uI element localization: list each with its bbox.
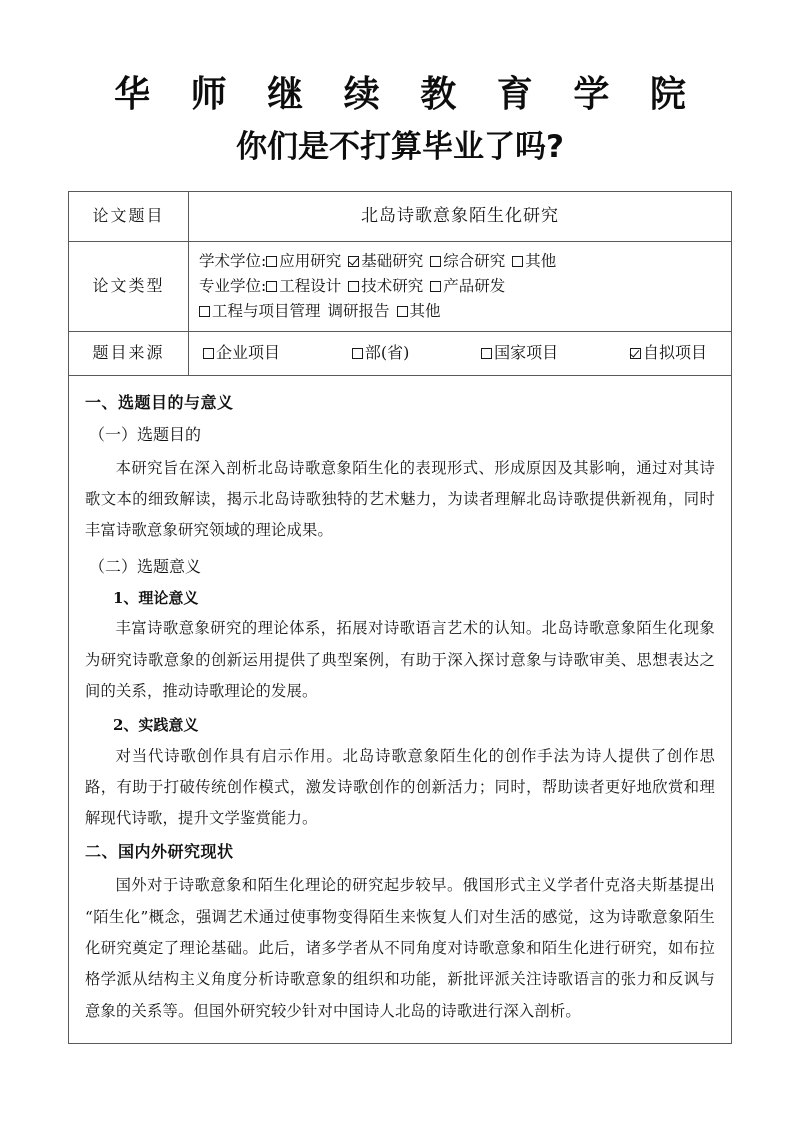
checkbox-option-label: 技术研究 [361,276,424,295]
topic-source-options[interactable] [199,339,721,368]
checkbox-option[interactable] [397,302,441,320]
checkbox-empty-icon[interactable] [481,348,492,359]
checkbox-empty-icon[interactable] [430,281,441,292]
professional-degree-prefix: 专业学位: [199,276,267,295]
page-title: 华 师 继 续 教 育 学 院 [114,73,700,115]
academic-degree-prefix: 学术学位: [199,251,267,270]
checkbox-option[interactable] [328,302,390,320]
checkbox-empty-icon[interactable] [430,256,441,267]
checkbox-option[interactable] [352,341,410,366]
checkbox-empty-icon[interactable] [199,306,210,317]
table-row-topic-source [69,331,732,375]
checkbox-option-label: 产品研发 [443,276,506,295]
checkbox-empty-icon[interactable] [348,281,359,292]
section-heading-purpose-significance: 一、选题目的与意义 [85,392,234,412]
checkbox-option-label: 综合研究 [443,251,506,270]
subsection-heading-purpose: （一）选题目的 [89,425,202,445]
checkbox-empty-icon[interactable] [512,256,523,267]
label-paper-title: 论文题目 [69,192,189,241]
checkbox-option[interactable] [266,252,341,270]
cell-paper-title-value [189,192,732,241]
checkbox-option[interactable] [481,341,558,366]
checkbox-option[interactable] [430,277,505,295]
page-subtitle: 你们是不打算毕业了吗? [236,129,564,165]
checkbox-option[interactable] [348,277,423,295]
item-heading-theoretical-significance: 1、理论意义 [113,588,199,607]
subsection-heading-significance: （二）选题意义 [89,556,202,576]
document-header [0,0,800,167]
checkbox-option-label: 工程与项目管理 [212,301,321,320]
checkbox-option-label: 工程设计 [279,276,342,295]
checkbox-option[interactable] [630,341,707,366]
extra-type-options[interactable] [199,302,441,320]
checkbox-option-label: 自拟项目 [642,342,707,362]
checkbox-option-label: 国家项目 [494,342,559,362]
professional-degree-options[interactable] [266,277,505,295]
checkbox-option-label: 其他 [525,251,557,270]
label-paper-type: 论文类型 [69,241,189,331]
table-row-paper-title [69,192,732,241]
proposal-content-box [68,376,732,1044]
table-row-paper-type [69,241,732,331]
checkbox-checked-icon[interactable] [630,348,641,359]
checkbox-option[interactable] [348,252,423,270]
form-table-wrapper [68,191,732,375]
checkbox-empty-icon[interactable] [203,348,214,359]
cell-paper-type-value [189,241,732,331]
paragraph-research-status: 国外对于诗歌意象和陌生化理论的研究起步较早。俄国形式主义学者什克洛夫斯基提出“陌生化”概念，强调艺术通过使事物变得陌生来恢复人们对生活的感觉，这为诗歌意象陌生化研究奠定了理论基础。此后，诸多学者从不同角度对诗歌意象和陌生化进行研究，如布拉格学派从结构主义角度分析诗歌意象的组织和功能，新批评派关注诗歌语言的张力和反讽与意象的关系等。但国外研究较少针对中国诗人北岛的诗歌进行深入剖析。 [85,876,715,1020]
paper-type-line-academic [199,249,721,274]
checkbox-empty-icon[interactable] [352,348,363,359]
checkbox-checked-icon[interactable] [348,256,359,267]
checkbox-option-label: 企业项目 [216,342,281,362]
checkbox-option-label: 部(省) [364,342,410,362]
cell-topic-source-value [189,331,732,375]
section-heading-research-status: 二、国内外研究现状 [85,841,234,861]
item-heading-practical-significance: 2、实践意义 [113,716,199,735]
paragraph-practical-significance: 对当代诗歌创作具有启示作用。北岛诗歌意象陌生化的创作手法为诗人提供了创作思路，有助于打破传统创作模式，激发诗歌创作的创新活力；同时，帮助读者更好地欣赏和理解现代诗歌，提升文学鉴赏能力。 [85,746,715,828]
paragraph-theoretical-significance: 丰富诗歌意象研究的理论体系，拓展对诗歌语言艺术的认知。北岛诗歌意象陌生化现象为研究诗歌意象的创新运用提供了典型案例，有助于深入探讨意象与诗歌审美、思想表达之间的关系，推动诗歌理论的发展。 [85,619,715,700]
paper-type-line-professional [199,274,721,299]
checkbox-option[interactable] [266,277,341,295]
checkbox-empty-icon[interactable] [397,306,408,317]
paragraph-purpose: 本研究旨在深入剖析北岛诗歌意象陌生化的表现形式、形成原因及其影响，通过对其诗歌文本的细致解读，揭示北岛诗歌独特的艺术魅力，为读者理解北岛诗歌提供新视角，同时丰富诗歌意象研究领域的理论成果。 [85,458,715,540]
checkbox-option-label: 调研报告 [327,301,390,320]
checkbox-empty-icon[interactable] [266,281,277,292]
checkbox-option-label: 其他 [409,301,441,320]
checkbox-option[interactable] [203,341,280,366]
paper-type-line-extra [199,299,721,324]
label-topic-source: 题目来源 [69,331,189,375]
checkbox-option[interactable] [512,252,556,270]
checkbox-option-label: 基础研究 [361,251,424,270]
checkbox-empty-icon[interactable] [266,256,277,267]
proposal-form-table [68,191,732,375]
paper-title-value: 北岛诗歌意象陌生化研究 [361,206,559,227]
academic-degree-options[interactable] [266,252,556,270]
checkbox-option-label: 应用研究 [279,251,342,270]
checkbox-option[interactable] [199,302,321,320]
checkbox-option[interactable] [430,252,505,270]
